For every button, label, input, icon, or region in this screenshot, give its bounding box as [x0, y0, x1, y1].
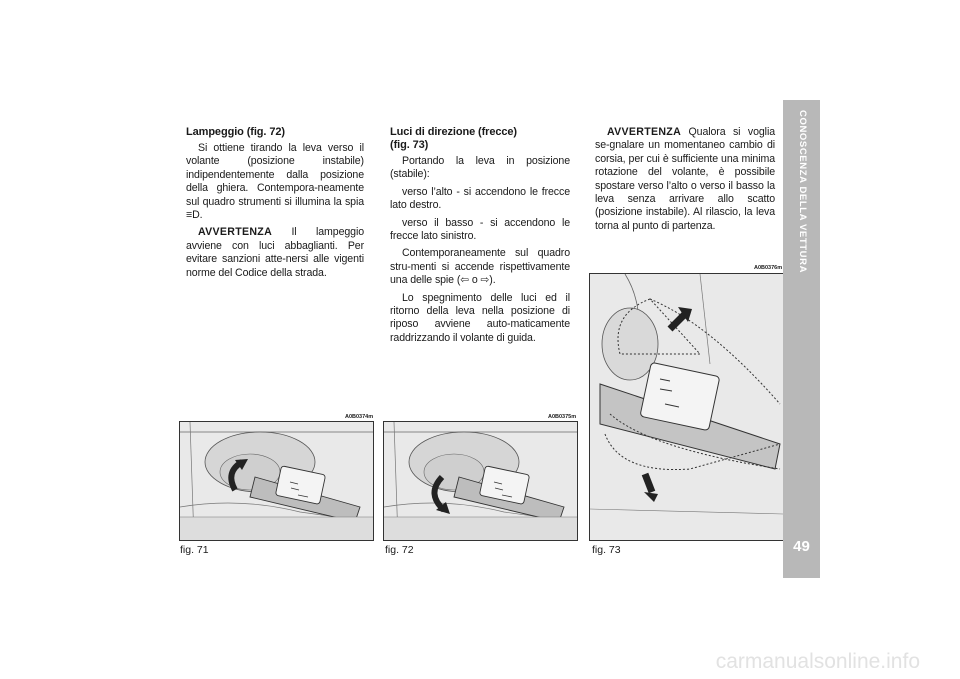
page-number: 49 — [793, 538, 810, 555]
heading-line: Luci di direzione (frecce) — [390, 126, 517, 138]
warning-text: Qualora si voglia se-gnalare un momentaneo cambio di corsia, per cui è sufficiente una minima rotazione del volante, è possibile spostare verso l’alto o verso il basso la leva senza arrivare allo scatto (posizione instabile). Al rilascio, la leva torna al punto di partenza. — [595, 126, 775, 232]
figure-code: A0B0374m — [345, 414, 374, 420]
sidebar-title-text: CONOSCENZA DELLA VETTURA — [796, 110, 808, 274]
figure-caption: fig. 71 — [180, 544, 209, 556]
paragraph: Lo spegnimento delle luci ed il ritorno della leva nella posizione di riposo avviene auto-maticamente raddrizzando il volante di guida. — [390, 291, 570, 344]
figure-code: A0B0376m — [754, 265, 783, 271]
sidebar-title — [783, 110, 820, 410]
paragraph: Si ottiene tirando la leva verso il volante (posizione instabile) indipendentemente dalla posizione della ghiera. Contempora-neamente sul quadro strumenti si illumina la spia ≡D. — [186, 142, 364, 222]
warning-text: Il lampeggio avviene con luci abbaglianti. Per evitare sanzioni atte-nersi alle vigenti norme del Codice della strada. — [186, 226, 364, 279]
stalk-illustration — [590, 274, 783, 540]
paragraph: verso l’alto - si accendono le frecce lato destro. — [390, 185, 570, 212]
paragraph: Contemporaneamente sul quadro stru-menti si accende rispettivamente una delle spie (⇦ o ⇨). — [390, 247, 570, 287]
stalk-illustration — [384, 422, 577, 540]
stalk-illustration — [180, 422, 373, 540]
section-heading-flashing: Lampeggio (fig. 72) — [186, 126, 285, 138]
figure-71-illustration — [179, 421, 374, 541]
text-column-3 — [595, 126, 775, 237]
watermark: carmanualsonline.info — [715, 650, 920, 673]
warning-label: AVVERTENZA — [198, 226, 273, 239]
paragraph: Portando la leva in posizione (stabile): — [390, 155, 570, 181]
warning-label: AVVERTENZA — [607, 126, 682, 138]
warning-paragraph — [186, 226, 364, 280]
figure-72-illustration — [383, 421, 578, 541]
section-heading-direction-lights — [390, 126, 570, 152]
paragraph: verso il basso - si accendono le frecce lato sinistro. — [390, 216, 570, 243]
figure-caption: fig. 73 — [592, 544, 621, 556]
figure-code: A0B0375m — [548, 414, 577, 420]
heading-line: (fig. 73) — [390, 139, 429, 151]
figure-caption: fig. 72 — [385, 544, 414, 556]
warning-paragraph — [595, 126, 775, 233]
figure-73-illustration — [589, 273, 784, 541]
text-column-1 — [186, 126, 364, 284]
text-column-2 — [390, 126, 570, 349]
